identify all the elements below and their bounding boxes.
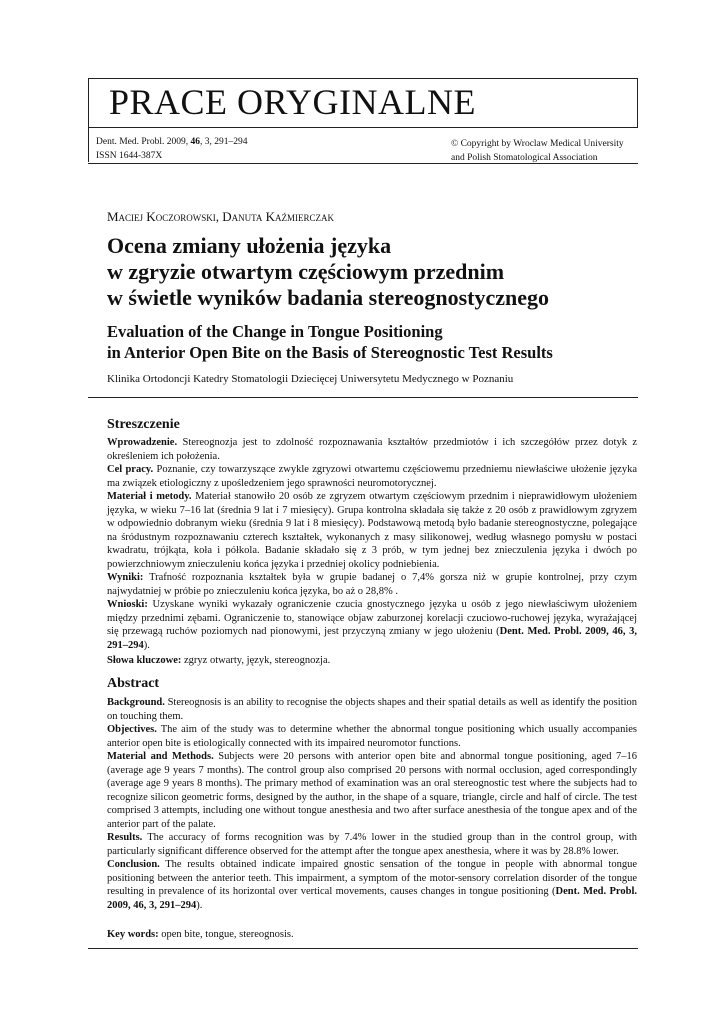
title-en-line: in Anterior Open Bite on the Basis of Stereognostic Test Results	[107, 343, 553, 362]
pl-keywords	[107, 655, 330, 666]
pl-conclusions-text: Uzyskane wyniki wykazały ograniczenie czucia gnostycznego języka u osób z jego niewłaściwym ułożeniem między przednimi zębami. Ograniczenie to, stanowiące objaw zaburzonej korelacji czuciowo-ruchowej języka, wyrażającej się przewagą ruchów poziomych nad pionowymi, jest przyczyną zmiany w jego ułożeniu (	[107, 599, 637, 637]
en-objectives	[107, 723, 637, 750]
streszczenie-body	[107, 436, 637, 652]
divider-top	[88, 397, 638, 398]
en-keywords-label: Key words:	[107, 929, 159, 940]
pl-intro-label: Wprowadzenie.	[107, 437, 178, 448]
pl-keywords-text: zgryz otwarty, język, stereognozja.	[181, 655, 331, 666]
title-pl-line: w świetle wyników badania stereognostycznego	[107, 285, 550, 310]
authors: Maciej Koczorowski, Danuta Kaźmierczak	[107, 209, 334, 224]
pl-methods	[107, 490, 637, 571]
pl-keywords-label: Słowa kluczowe:	[107, 655, 182, 666]
en-background	[107, 696, 637, 723]
copyright-line-2: and Polish Stomatological Association	[451, 152, 598, 163]
citation-volume: 46	[190, 137, 200, 147]
abstract-body	[107, 696, 637, 912]
en-keywords-text: open bite, tongue, stereognosis.	[158, 929, 294, 940]
en-results-label: Results.	[107, 832, 143, 843]
streszczenie-heading: Streszczenie	[107, 417, 180, 432]
pl-conclusions	[107, 598, 637, 652]
title-english	[107, 321, 553, 363]
en-objectives-label: Objectives.	[107, 724, 157, 735]
en-citation: Dent. Med. Probl. 2009, 46, 3, 291–294	[107, 886, 637, 911]
en-keywords	[107, 929, 294, 940]
copyright-block	[451, 138, 624, 165]
info-divider	[88, 127, 89, 162]
publication-info-row	[88, 127, 638, 164]
pl-conclusions-label: Wnioski:	[107, 599, 148, 610]
en-methods-label: Material and Methods.	[107, 751, 214, 762]
pl-aim	[107, 463, 637, 490]
title-polish	[107, 233, 549, 311]
pl-methods-text: Materiał stanowiło 20 osób ze zgryzem otwartym częściowym przednim i nieprawidłowym ułożeniem języka, w wieku 7–16 lat (średnia 9 lat i 7 miesięcy). Grupa kontrolna składała się także z 20 osób z prawidłowym zgryzem w odpowiednio dobranym wieku (średnia 9 lat i 8 miesięcy). Podstawową metodą było badanie stereognostyczne, polegające na śródustnym rozpoznawaniu czterech kształtek, wykonanych z masy silikonowej, według własnego pomysłu w postaci kwadratu, trójkąta, koła i półkola. Badanie składało się z 3 prób, w tym jednej bez znieczulenia języka i dwóch po powierzchniowym znieczuleniu końca języka i przedniej okolicy podniebienia.	[107, 491, 637, 570]
citation-block	[96, 136, 247, 163]
divider-bottom	[88, 948, 638, 949]
affiliation: Klinika Ortodoncji Katedry Stomatologii Dziecięcej Uniwersytetu Medycznego w Poznaniu	[107, 373, 514, 385]
en-conclusion-label: Conclusion.	[107, 859, 160, 870]
pl-results-label: Wyniki:	[107, 572, 144, 583]
pl-results	[107, 571, 637, 598]
en-results-text: The accuracy of forms recognition was by 7.4% lower in the studied group than in the control group, with particularly significant difference observed for the attempt after the tongue apex anesthesia, where it was by 28.8% lower.	[107, 832, 637, 857]
pl-conclusions-end: ).	[143, 639, 150, 651]
journal-banner: PRACE ORYGINALNE	[109, 82, 477, 122]
abstract-heading: Abstract	[107, 676, 160, 691]
en-methods-text: Subjects were 20 persons with anterior open bite and abnormal tongue positioning, aged 7–16 (average age 9 years 7 months). The control group also comprised 20 persons with normal occlusion, aged correspondingly (average age 9 years 8 months). The primary method of examination was an oral stereognostic test where the subjects had to recognize silicon geometric forms, designed by the author, in the shape of a square, triangle, circle and half of circle. The test comprised 3 attempts, including one without tongue anesthesia and two after surface anesthesia of the tongue apex and of the anterior part of the palate.	[107, 751, 638, 830]
en-conclusion-text: The results obtained indicate impaired gnostic sensation of the tongue in people with abnormal tongue positioning between the anterior teeth. This impairment, a symptom of the motor-sensory correlation disorder of the tongue resulting in prevalence of its horizontal over vertical movements, causes changes in tongue positioning (	[107, 859, 637, 897]
en-conclusion-end: ).	[196, 899, 203, 911]
pl-methods-label: Materiał i metody.	[107, 491, 192, 502]
issn: ISSN 1644-387X	[96, 150, 163, 161]
journal-header-box	[88, 78, 638, 128]
pl-intro	[107, 436, 637, 463]
title-en-line: Evaluation of the Change in Tongue Positioning	[107, 322, 443, 341]
pl-intro-text: Stereognozja jest to zdolność rozpoznawania kształtów przedmiotów i ich szczegółów przez dotyk z określeniem ich położenia.	[107, 437, 637, 462]
en-conclusion	[107, 858, 637, 912]
citation-prefix: Dent. Med. Probl. 2009,	[96, 137, 191, 147]
en-methods	[107, 750, 637, 831]
en-objectives-text: The aim of the study was to determine whether the abnormal tongue positioning which usually accompanies anterior open bite is etiologically connected with its impaired neuromotor functions.	[107, 724, 637, 749]
copyright-line-1: © Copyright by Wroclaw Medical University	[451, 139, 624, 149]
pl-aim-text: Poznanie, czy towarzyszące zwykle zgryzowi otwartemu częściowemu przedniemu niewłaściwe ułożenie języka ma związek etiologiczny z upośledzeniem jego sprawności neuromotorycznej.	[107, 464, 637, 489]
pl-aim-label: Cel pracy.	[107, 464, 154, 475]
pl-results-text: Trafność rozpoznania kształtek była w grupie badanej o 7,4% gorsza niż w grupie kontrolnej, przy czym najwydatniej w próbie po znieczuleniu końca języka, bo aż o 28,8% .	[107, 572, 637, 597]
en-background-label: Background.	[107, 697, 165, 708]
title-pl-line: Ocena zmiany ułożenia języka	[107, 233, 392, 258]
en-background-text: Stereognosis is an ability to recognise the objects shapes and their spatial details as well as identify the position on touching them.	[107, 697, 637, 722]
citation-suffix: , 3, 291–294	[199, 137, 248, 147]
en-results	[107, 831, 637, 858]
title-pl-line: w zgryzie otwartym częściowym przednim	[107, 259, 505, 284]
pl-citation: Dent. Med. Probl. 2009, 46, 3, 291–294	[107, 626, 637, 651]
